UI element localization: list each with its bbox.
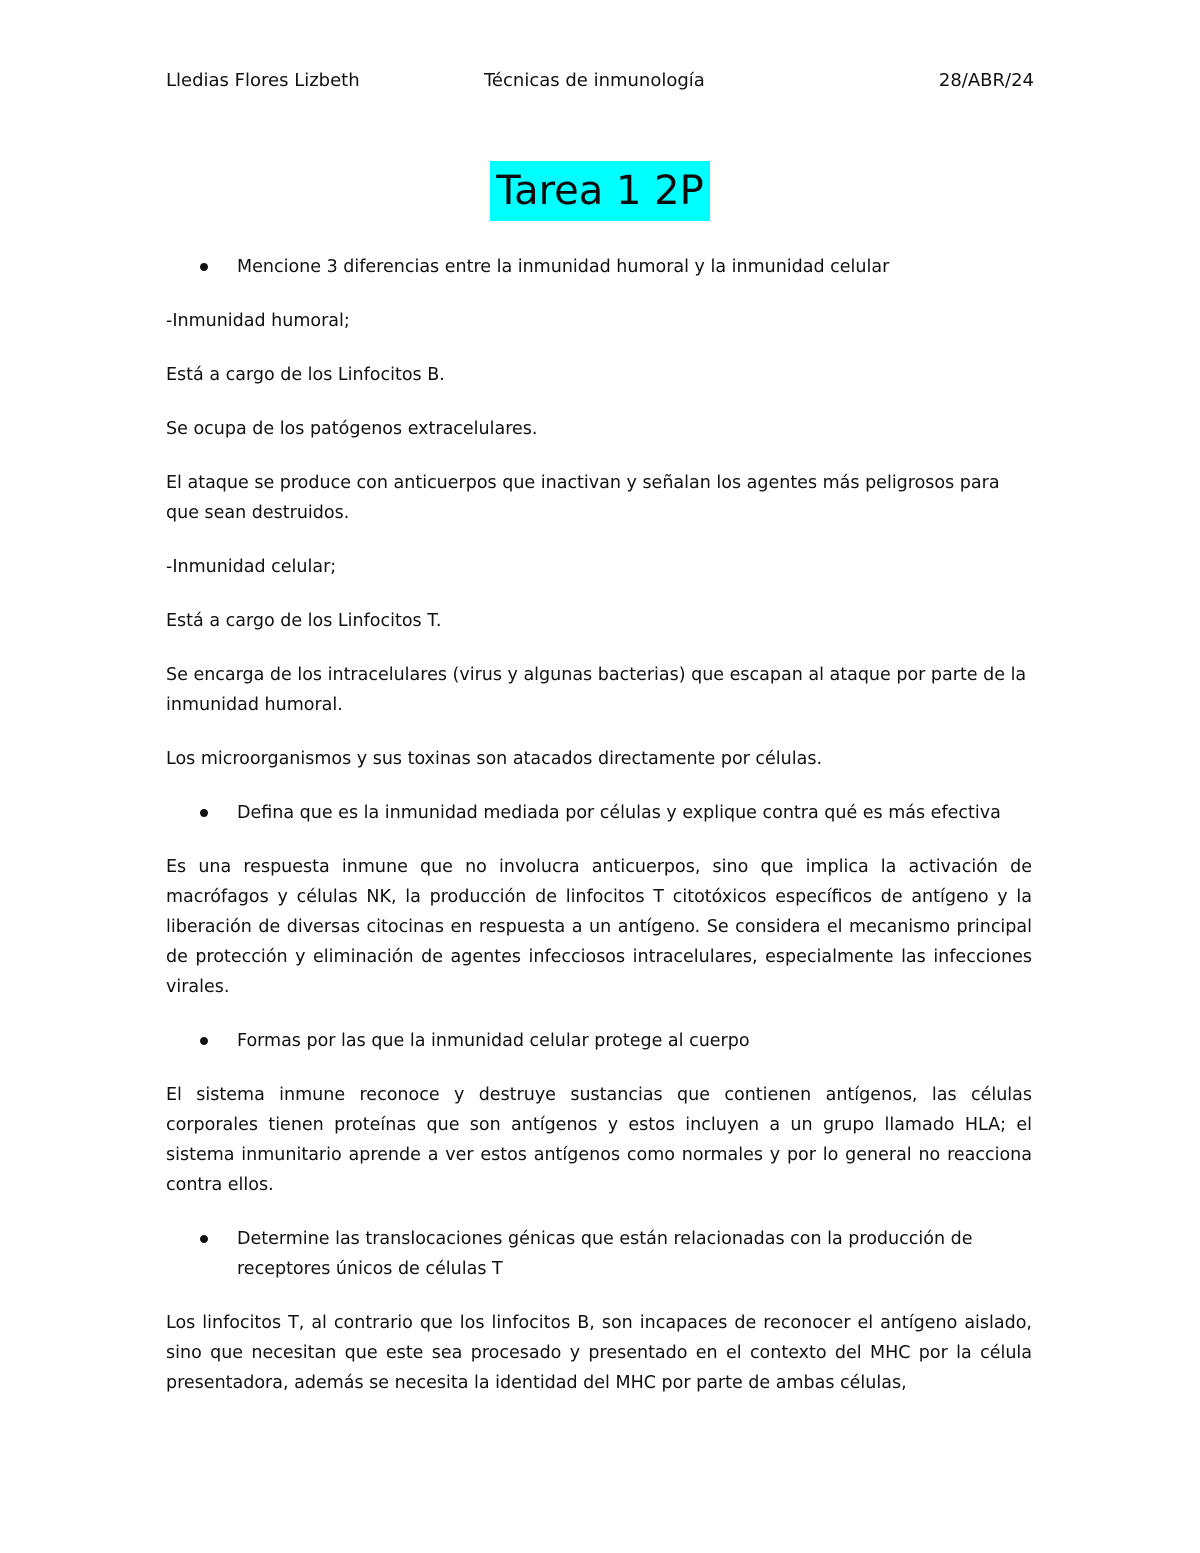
date-text: 28/ABR/24	[938, 70, 1034, 91]
question-3-text: Formas por las que la inmunidad celular protege al cuerpo	[237, 1031, 750, 1051]
celular-point-2: Se encarga de los intracelulares (virus y algunas bacterias) que escapan al ataque por parte de la inmunidad humoral.	[166, 665, 1027, 715]
question-3	[166, 1026, 1032, 1056]
page-title: Tarea 1 2P	[490, 161, 709, 221]
bullet-icon	[200, 809, 208, 817]
humoral-point-1: Está a cargo de los Linfocitos B.	[166, 365, 445, 385]
page-header	[166, 70, 1034, 98]
course-name: Técnicas de inmunología	[484, 70, 705, 91]
humoral-point-3: El ataque se produce con anticuerpos que inactivan y señalan los agentes más peligrosos para que sean destruidos.	[166, 473, 1000, 523]
humoral-heading: -Inmunidad humoral;	[166, 311, 350, 331]
answer-4: Los linfocitos T, al contrario que los linfocitos B, son incapaces de reconocer el antígeno aislado, sino que necesitan que este sea procesado y presentado en el contexto del MHC por la célula presentadora, además se necesita la identidad del MHC por parte de ambas células,	[166, 1313, 1032, 1393]
document-body	[166, 252, 1032, 1422]
bullet-icon	[200, 1037, 208, 1045]
question-2	[166, 798, 1032, 828]
bullet-icon	[200, 1235, 208, 1243]
celular-point-3: Los microorganismos y sus toxinas son atacados directamente por células.	[166, 749, 823, 769]
bullet-icon	[200, 263, 208, 271]
question-4-text: Determine las translocaciones génicas que están relacionadas con la producción de receptores únicos de células T	[237, 1229, 973, 1279]
answer-2: Es una respuesta inmune que no involucra anticuerpos, sino que implica la activación de macrófagos y células NK, la producción de linfocitos T citotóxicos específicos de antígeno y la liberación de diversas citocinas en respuesta a un antígeno. Se considera el mecanismo principal de protección y eliminación de agentes infecciosos intracelulares, especialmente las infecciones virales.	[166, 857, 1032, 997]
answer-3: El sistema inmune reconoce y destruye sustancias que contienen antígenos, las células corporales tienen proteínas que son antígenos y estos incluyen a un grupo llamado HLA; el sistema inmunitario aprende a ver estos antígenos como normales y por lo general no reacciona contra ellos.	[166, 1085, 1032, 1195]
humoral-point-2: Se ocupa de los patógenos extracelulares.	[166, 419, 538, 439]
celular-point-1: Está a cargo de los Linfocitos T.	[166, 611, 442, 631]
celular-heading: -Inmunidad celular;	[166, 557, 337, 577]
question-1	[166, 252, 1032, 282]
question-1-text: Mencione 3 diferencias entre la inmunidad humoral y la inmunidad celular	[237, 257, 890, 277]
question-2-text: Defina que es la inmunidad mediada por células y explique contra qué es más efectiva	[237, 803, 1001, 823]
question-4	[166, 1224, 1032, 1284]
author-name: Lledias Flores Lizbeth	[166, 70, 360, 91]
title-container	[0, 161, 1200, 221]
